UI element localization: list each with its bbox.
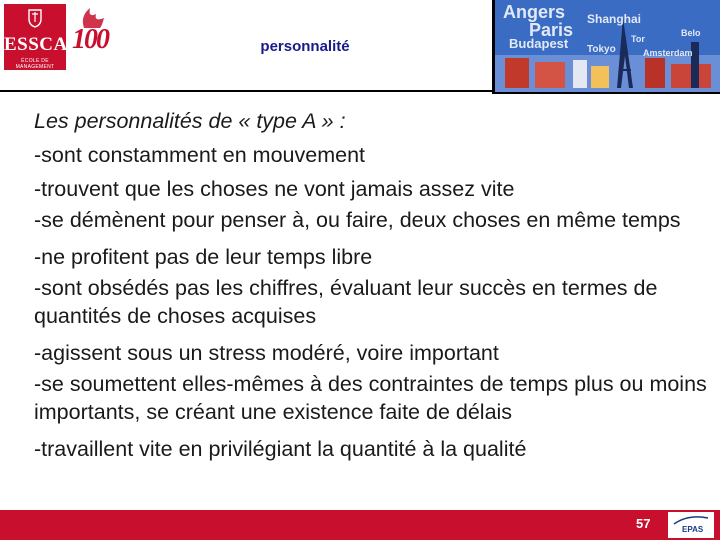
essca-logo: [4, 4, 66, 70]
list-item: -se démènent pour penser à, ou faire, deux choses en même temps: [34, 208, 681, 232]
header-divider: [0, 90, 492, 92]
anniversary-number: 100: [72, 24, 108, 55]
essca-brand: ESSCA: [4, 34, 68, 55]
footer-bar: [0, 510, 720, 540]
swoosh-icon: [668, 512, 714, 526]
list-item: -sont constamment en mouvement: [34, 143, 366, 167]
slide-body: [34, 104, 716, 466]
list-item: -ne profitent pas de leur temps libre: [34, 245, 373, 269]
page-title: personnalité: [260, 38, 350, 55]
essca-tagline: ÉCOLE DE MANAGEMENT: [15, 58, 55, 70]
city-word: Belo: [681, 28, 701, 38]
city-word: Tokyo: [587, 44, 616, 55]
list-heading: Les personnalités de « type A » :: [34, 109, 346, 133]
anniversary-logo: [70, 6, 118, 70]
epas-logo: [668, 512, 714, 538]
city-word: Budapest: [509, 36, 569, 51]
page-number: 57: [636, 516, 651, 531]
city-word: Angers: [503, 2, 566, 22]
list-item: -sont obsédés pas les chiffres, évaluant leur succès en termes de quantités de choses acquises: [34, 276, 658, 328]
list-item: -agissent sous un stress modéré, voire important: [34, 341, 499, 365]
city-word: Amsterdam: [643, 48, 693, 58]
city-word: Tor: [631, 34, 645, 44]
crest-icon: [28, 8, 42, 28]
list-item: -trouvent que les choses ne vont jamais assez vite: [34, 177, 515, 201]
list-item: -travaillent vite en privilégiant la quantité à la qualité: [34, 437, 527, 461]
epas-label: EPAS: [682, 525, 704, 534]
city-word: Shanghai: [587, 12, 642, 26]
city-word: Paris: [529, 20, 574, 40]
city-banner-image: [492, 0, 720, 94]
list-item: -se soumettent elles-mêmes à des contraintes de temps plus ou moins importants, se créant une existence faite de délais: [34, 372, 707, 424]
